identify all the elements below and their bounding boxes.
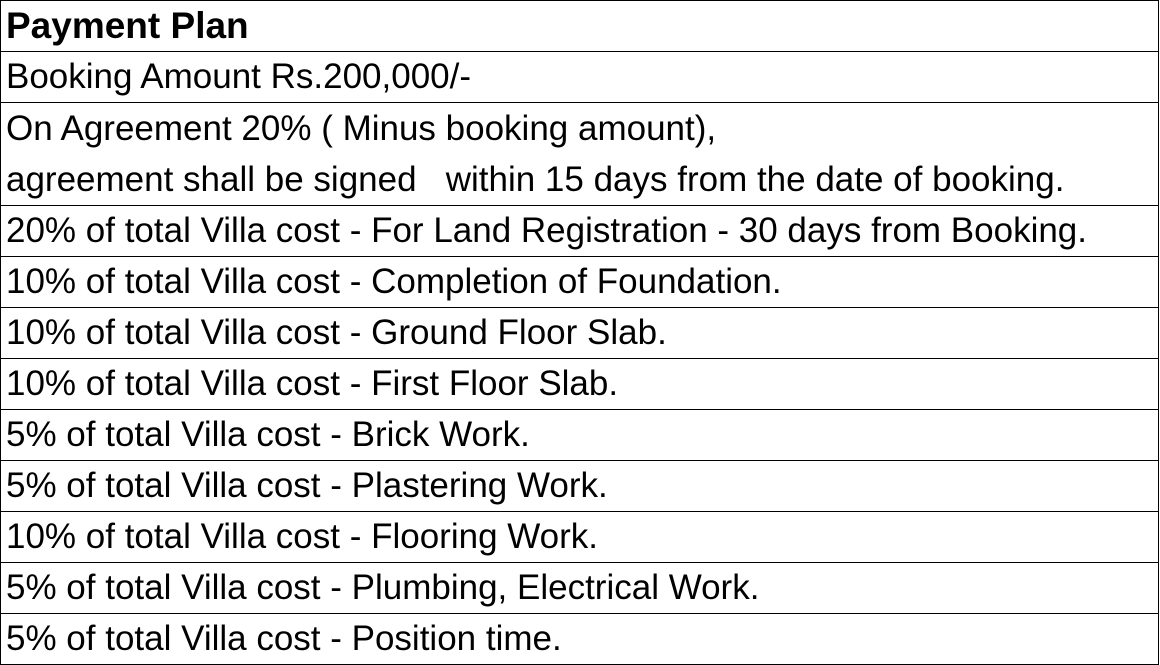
table-row [1, 461, 1159, 512]
table-row [1, 52, 1159, 103]
installment-cell: 5% of total Villa cost - Brick Work. [1, 410, 1159, 461]
agreement-line-1: On Agreement 20% ( Minus booking amount), [6, 109, 717, 148]
table-row [1, 410, 1159, 461]
table-row [1, 308, 1159, 359]
installment-cell: 10% of total Villa cost - Flooring Work. [1, 512, 1159, 563]
installment-cell: 20% of total Villa cost - For Land Registration - 30 days from Booking. [1, 206, 1159, 257]
installment-cell: 5% of total Villa cost - Position time. [1, 614, 1159, 665]
installment-cell: 5% of total Villa cost - Plumbing, Electrical Work. [1, 563, 1159, 614]
installment-cell: 5% of total Villa cost - Plastering Work. [1, 461, 1159, 512]
table-row [1, 206, 1159, 257]
table-row [1, 359, 1159, 410]
table-row [1, 1, 1159, 52]
table-row [1, 614, 1159, 665]
table-row [1, 512, 1159, 563]
payment-plan-title: Payment Plan [1, 1, 1159, 52]
table-row [1, 103, 1159, 206]
booking-amount-cell: Booking Amount Rs.200,000/- [1, 52, 1159, 103]
installment-cell: 10% of total Villa cost - Completion of Foundation. [1, 257, 1159, 308]
installment-cell: 10% of total Villa cost - Ground Floor Slab. [1, 308, 1159, 359]
table-row [1, 257, 1159, 308]
installment-cell: 10% of total Villa cost - First Floor Slab. [1, 359, 1159, 410]
agreement-line-2: agreement shall be signed within 15 days from the date of booking. [6, 160, 1065, 199]
agreement-cell [1, 103, 1159, 206]
table-row [1, 563, 1159, 614]
